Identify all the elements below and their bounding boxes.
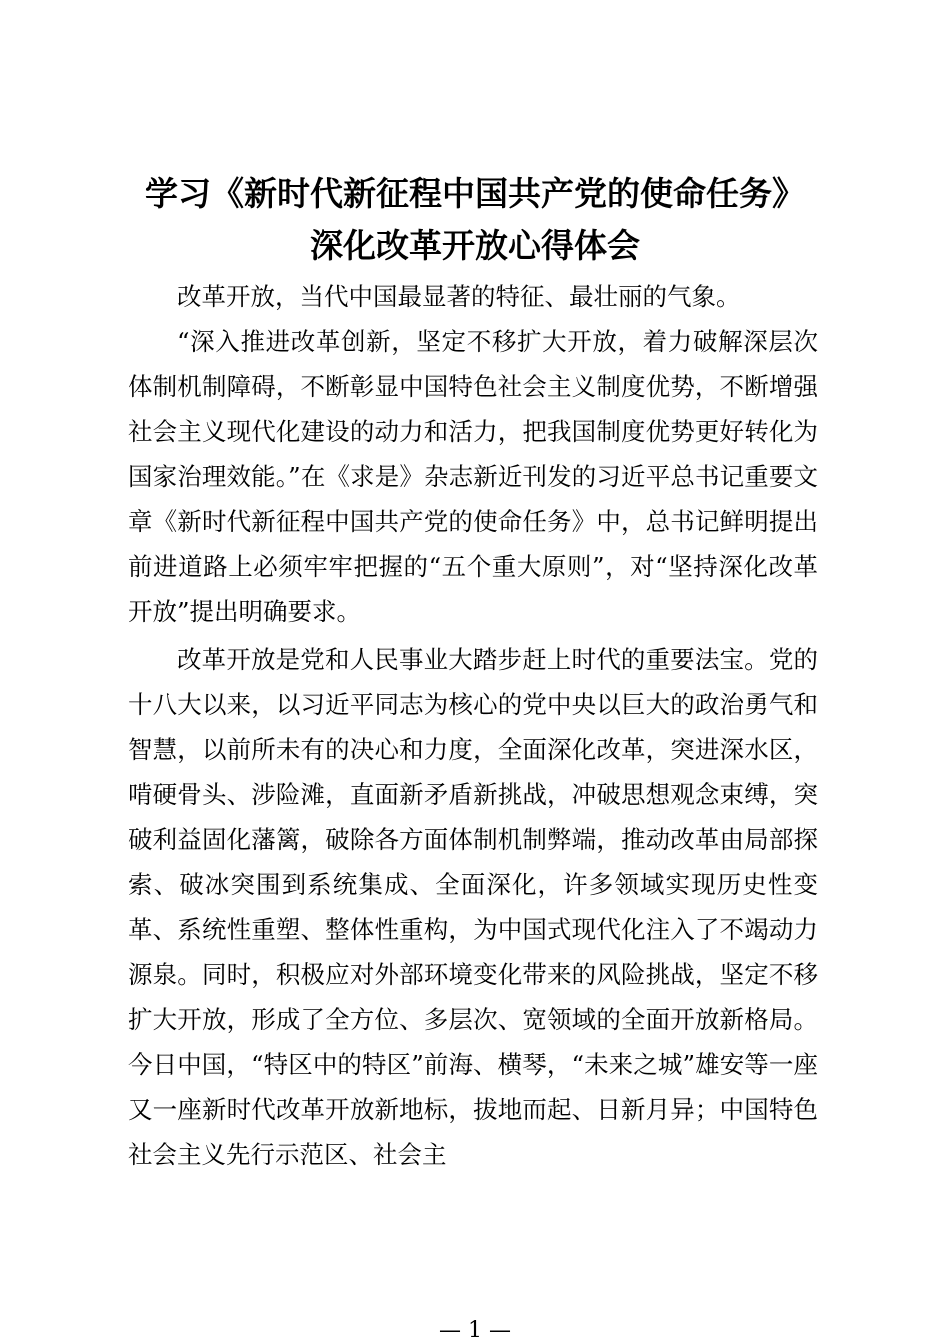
page-number: — 1 — (439, 1318, 511, 1343)
paragraph-2: “深入推进改革创新，坚定不移扩大开放，着力破解深层次体制机制障碍，不断彰显中国特色社会主义制度优势，不断增强社会主义现代化建设的动力和活力，把我国制度优势更好转化为国家治理效能。”在《求是》杂志新近刊发的习近平总书记重要文章《新时代新征程中国共产党的使命任务》中，总书记鲜明提出前进道路上必须牢牢把握的“五个重大原则”，对“坚持深化改革开放”提出明确要求。 (128, 327, 818, 626)
paragraph-3: 改革开放是党和人民事业大踏步赶上时代的重要法宝。党的十八大以来，以习近平同志为核心的党中央以巨大的政治勇气和智慧，以前所未有的决心和力度，全面深化改革，突进深水区，啃硬骨头、涉险滩，直面新矛盾新挑战，冲破思想观念束缚，突破利益固化藩篱，破除各方面体制机制弊端，推动改革由局部探索、破冰突围到系统集成、全面深化，许多领域实现历史性变革、系统性重塑、整体性重构，为中国式现代化注入了不竭动力源泉。同时，积极应对外部环境变化带来的风险挑战，坚定不移扩大开放，形成了全方位、多层次、宽领域的全面开放新格局。今日中国，“特区中的特区”前海、横琴，“未来之城”雄安等一座又一座新时代改革开放新地标，拔地而起、日新月异；中国特色社会主义先行示范区、社会主 (128, 645, 818, 1169)
paragraph-1: 改革开放，当代中国最显著的特征、最壮丽的气象。 (177, 282, 741, 311)
document-title-line-1: 学习《新时代新征程中国共产党的使命任务》 (145, 174, 805, 213)
document-body (128, 274, 818, 1177)
document-title-line-2: 深化改革开放心得体会 (310, 226, 640, 265)
